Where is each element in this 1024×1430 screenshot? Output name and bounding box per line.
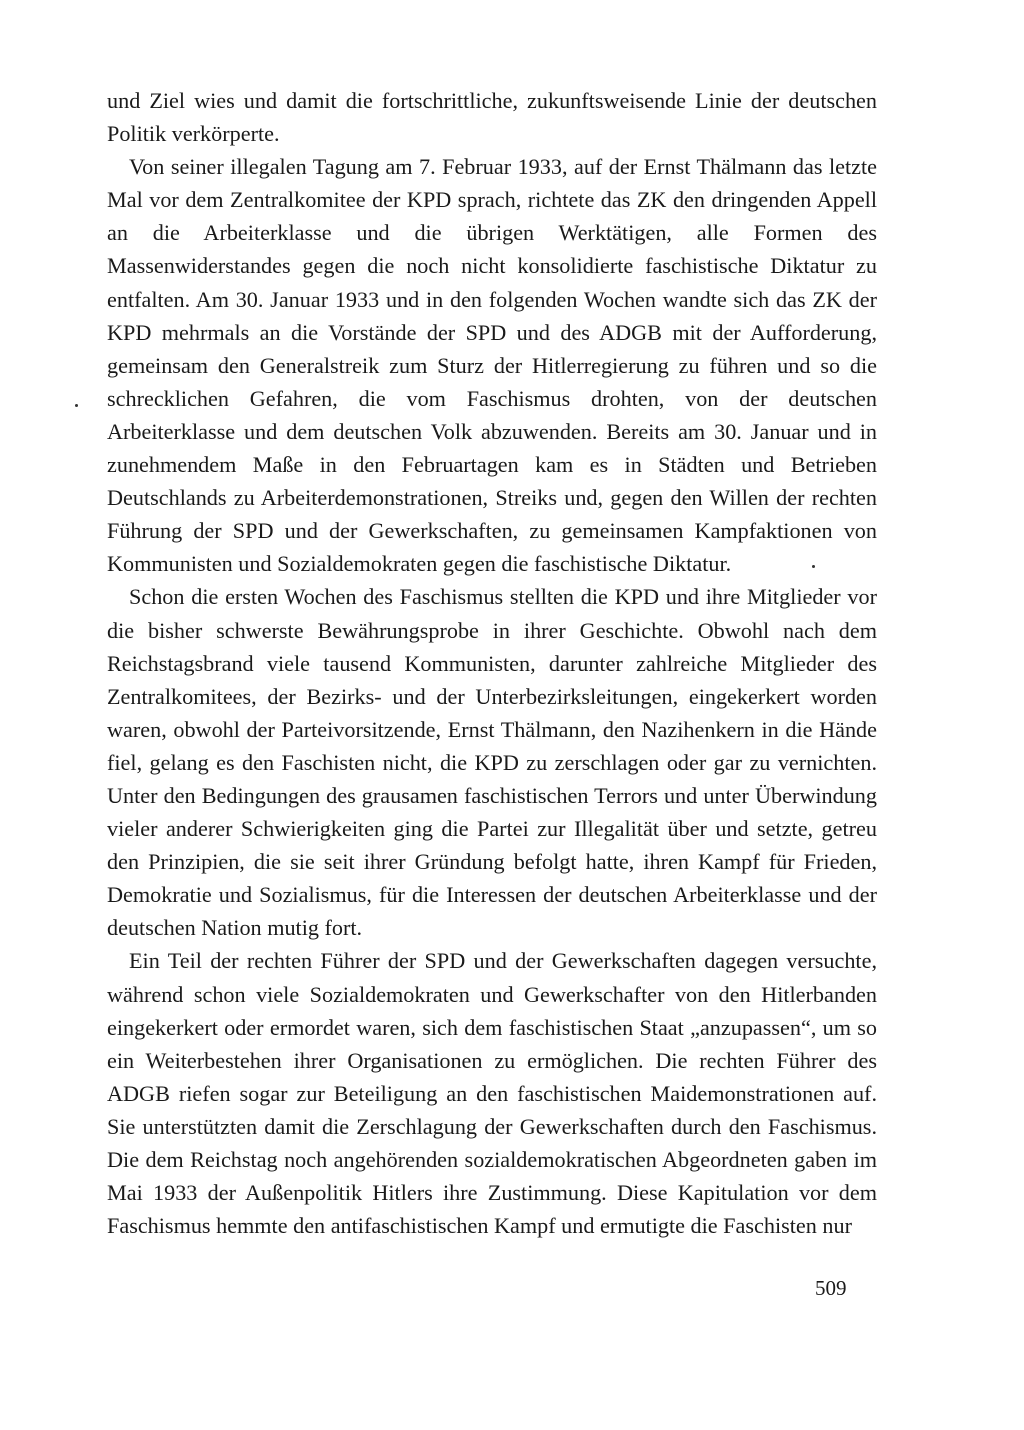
paragraph-spd-leaders: Ein Teil der rechten Führer der SPD und der Gewerkschaften dagegen versuchte, während schon viele Sozialdemokraten und Gewerkschafter von den Hitlerbanden eingekerkert oder ermordet waren, sich dem faschistischen Staat „anzupassen“, um so ein Weiterbestehen ihrer Organisationen zu ermöglichen. Die rechten Führer des ADGB riefen sogar zur Beteiligung an den faschistischen Maidemonstrationen auf. Sie unterstützten damit die Zerschlagung der Gewerkschaften durch den Faschismus. Die dem Reichstag noch angehörenden sozialdemokratischen Abgeordneten gaben im Mai 1933 der Außenpolitik Hitlers ihre Zustimmung. Diese Kapitulation vor dem Faschismus hemmte den antifaschistischen Kampf und ermutigte die Faschisten nur [107,948,877,1239]
page-body [107,84,877,1242]
paragraph-illegal-meeting: Von seiner illegalen Tagung am 7. Februar 1933, auf der Ernst Thälmann das letzte Mal vor dem Zentralkomitee der KPD sprach, richtete das ZK den dringenden Appell an die Arbeiterklasse und die übrigen Werktätigen, alle Formen des Massenwiderstandes gegen die noch nicht konsolidierte faschistische Diktatur zu entfalten. Am 30. Januar 1933 und in den folgenden Wochen wandte sich das ZK der KPD mehrmals an die Vorstände der SPD und des ADGB mit der Aufforderung, gemeinsam den Generalstreik zum Sturz der Hitlerregierung zu führen und so die schrecklichen Gefahren, die vom Faschismus drohten, von der deutschen Arbeiterklasse und dem deutschen Volk abzuwenden. Bereits am 30. Januar und in zunehmendem Maße in den Februartagen kam es in Städten und Betrieben Deutschlands zu Arbeiterdemonstrationen, Streiks und, gegen den Willen der rechten Führung der SPD und der Gewerkschaften, zu gemeinsamen Kampfaktionen von Kommunisten und Sozialdemokraten gegen die faschistische Diktatur. [107,154,877,577]
scan-speck [812,565,815,568]
paragraph-first-weeks: Schon die ersten Wochen des Faschismus stellten die KPD und ihre Mitglieder vor die bisher schwerste Bewährungsprobe in ihrer Geschichte. Obwohl nach dem Reichstagsbrand viele tausend Kommunisten, darunter zahlreiche Mitglieder des Zentralkomitees, der Bezirks- und der Unterbezirksleitungen, eingekerkert worden waren, obwohl der Parteivorsitzende, Ernst Thälmann, den Nazihenkern in die Hände fiel, gelang es den Faschisten nicht, die KPD zu zerschlagen oder gar zu vernichten. Unter den Bedingungen des grausamen faschistischen Terrors und unter Überwindung vieler anderer Schwierigkeiten ging die Partei zur Illegalität über und setzte, getreu den Prinzipien, die sie seit ihrer Gründung befolgt hatte, ihren Kampf für Frieden, Demokratie und Sozialismus, für die Interessen der deutschen Arbeiterklasse und der deutschen Nation mutig fort. [107,584,877,941]
page-number: 509 [815,1276,847,1300]
scan-speck [75,404,78,407]
paragraph-continuation: und Ziel wies und damit die fortschrittliche, zukunftsweisende Linie der deutschen Politik verkörperte. [107,88,877,147]
